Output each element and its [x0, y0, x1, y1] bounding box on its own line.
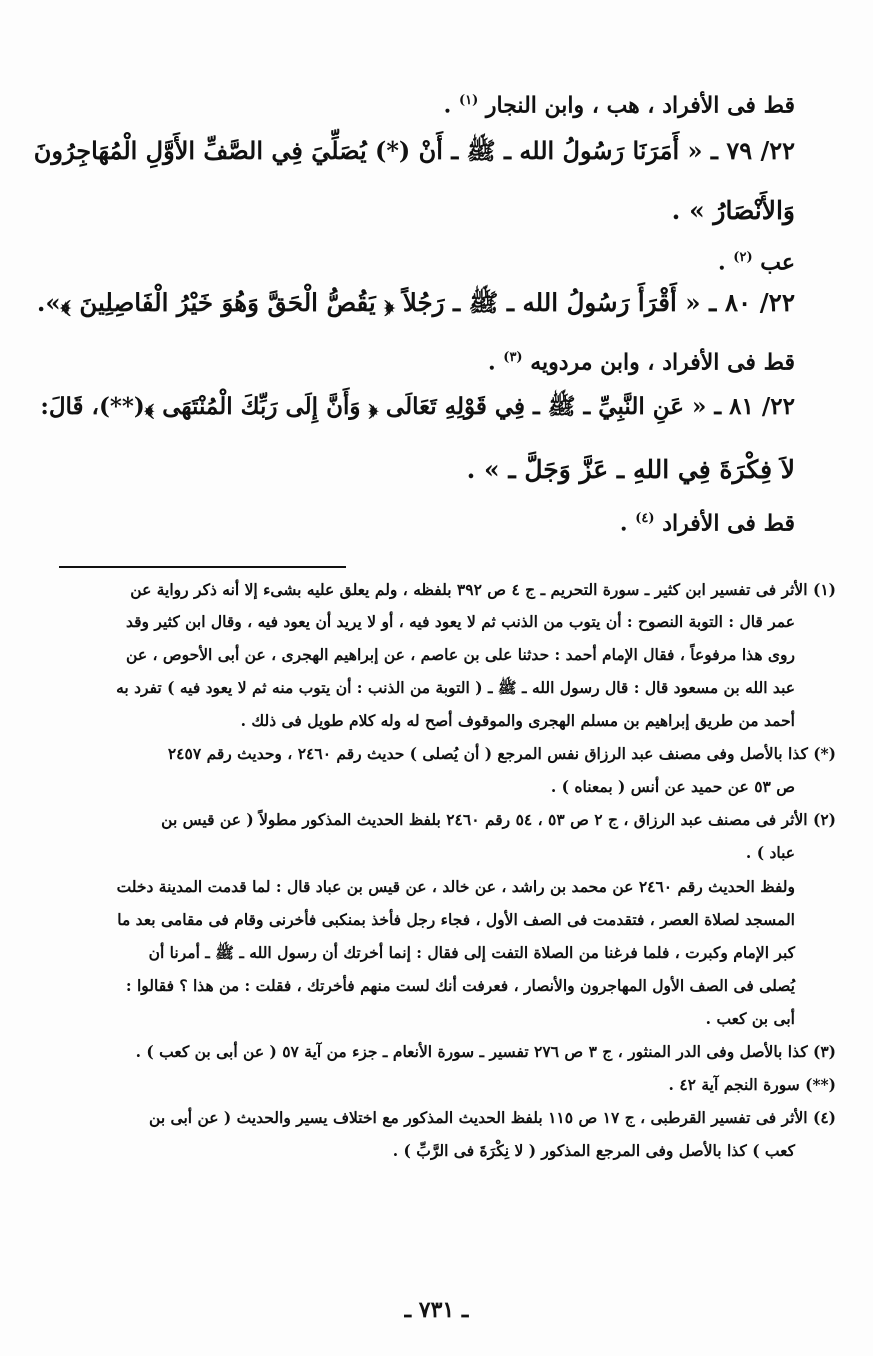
footnote-line: عباد ) .	[745, 843, 795, 862]
footnote-separator	[59, 566, 346, 568]
footnote-line: ولفظ الحديث رقم ٢٤٦٠ عن محمد بن راشد ، عن خالد ، عن قيس بن عباد قال : لما قدمت المدينة دخلت	[116, 877, 795, 896]
page-number: ـ ٧٣١ ـ	[404, 1297, 469, 1323]
hadith-80: ٢٢/ ٨٠ ـ « أَقْرَأَ رَسُولُ الله ـ ﷺ ـ رَجُلاً ﴿ يَقُصُّ الْحَقَّ وَهُوَ خَيْرُ الْفَاصِلِينَ ﴾».	[36, 288, 795, 317]
footnote-line: أحمد من طريق إبراهيم بن مسلم الهجرى والموقوف أصح له وله كلام طويل فى ذلك .	[240, 711, 795, 730]
footnote-line: (*) كذا بالأصل وفى مصنف عبد الرزاق نفس المرجع ( أن يُصلى ) حديث رقم ٢٤٦٠ ، وحديث رقم ٢٤٥٧	[167, 744, 836, 763]
footnote-line: روى هذا مرفوعاً ، فقال الإمام أحمد : حدثنا على بن عاصم ، عن إبراهيم الهجرى ، عن أبى الأحوص ، عن	[126, 645, 795, 664]
footnote-line: عبد الله بن مسعود قال : قال رسول الله ـ ﷺ ـ ( التوبة من الذنب : أن يتوب منه ثم لا يعود فيه ) تفرد به	[116, 678, 795, 697]
footnote-line: يُصلى فى الصف الأول المهاجرون والأنصار ، فعرفت أنك لست منهم فأخرتك ، فقلت : من هذا ؟ فقالوا :	[125, 976, 795, 995]
footnote-line: المسجد لصلاة العصر ، فتقدمت فى الصف الأول ، فجاء رجل فأخذ بمنكبى فأخرنى وقام فى مقامى بعد ما	[117, 910, 795, 929]
footnote-ref: (٤)	[635, 511, 655, 526]
footnote-ref: (٢)	[733, 250, 753, 265]
text-line: قط فى الأفراد ، هب ، وابن النجار $^{(١)}$ .	[443, 92, 795, 119]
footnote-line: ص ٥٣ عن حميد عن أنس ( بمعناه ) .	[550, 777, 795, 796]
text-line: قط فى الأفراد ، وابن مردويه $^{(٣)}$ .	[487, 349, 795, 376]
footnote-line: (٤) الأثر فى تفسير القرطبى ، ج ١٧ ص ١١٥ بلفظ الحديث المذكور مع اختلاف يسير والحديث ( عن أبى بن	[149, 1108, 836, 1127]
hadith-79: ٢٢/ ٧٩ ـ « أَمَرَنَا رَسُولُ الله ـ ﷺ ـ أَنْ (*) يُصَلِّيَ فِي الصَّفِّ الأَوَّلِ الْمُهَاجِرُونَ	[33, 136, 795, 165]
footnote-ref: (٣)	[503, 350, 523, 365]
text-line: عب $^{(٢)}$ .	[717, 249, 795, 276]
footnote-line: أبى بن كعب .	[705, 1009, 795, 1028]
hadith-81: ٢٢/ ٨١ ـ « عَنِ النَّبِيِّ ـ ﷺ ـ فِي قَوْلِهِ تَعَالَى ﴿ وَأَنَّ إِلَى رَبِّكَ الْمُنْتَهَى ﴾(**)، قَالَ:	[40, 393, 795, 420]
footnote-line: (٢) الأثر فى مصنف عبد الرزاق ، ج ٢ ص ٥٣ ، ٥٤ رقم ٢٤٦٠ بلفظ الحديث المذكور مطولاً ( عن قيس بن	[161, 810, 836, 829]
text-line: قط فى الأفراد $^{(٤)}$ .	[619, 510, 795, 537]
text-line: وَالأَنْصَارُ » .	[671, 196, 795, 225]
footnote-line: كبر الإمام وكبرت ، فلما فرغنا من الصلاة التفت إلى فقال : إنما أخرتك أن رسول الله ـ ﷺ ـ أمرنا أن	[148, 943, 795, 962]
footnote-line: (**) سورة النجم آية ٤٢ .	[668, 1075, 836, 1094]
text-line: لاَ فِكْرَةَ فِي اللهِ ـ عَزَّ وَجَلَّ ـ » .	[466, 455, 795, 484]
footnote-line: كعب ) كذا بالأصل وفى المرجع المذكور ( لا نِكْرَةَ فى الرَّبِّ ) .	[392, 1141, 795, 1160]
footnote-line: (١) الأثر فى تفسير ابن كثير ـ سورة التحريم ـ ج ٤ ص ٣٩٢ بلفظه ، ولم يعلق عليه بشىء إلا أنه ذكر رواية عن	[130, 580, 836, 599]
footnote-line: (٣) كذا بالأصل وفى الدر المنثور ، ج ٣ ص ٢٧٦ تفسير ـ سورة الأنعام ـ جزء من آية ٥٧ ( عن أبى بن كعب ) .	[135, 1042, 836, 1061]
footnote-line: عمر قال : التوبة النصوح : أن يتوب من الذنب ثم لا يعود فيه ، أو لا يريد أن يعود فيه ، وقال ابن كثير وقد	[125, 612, 795, 631]
footnote-ref: (١)	[458, 93, 479, 108]
